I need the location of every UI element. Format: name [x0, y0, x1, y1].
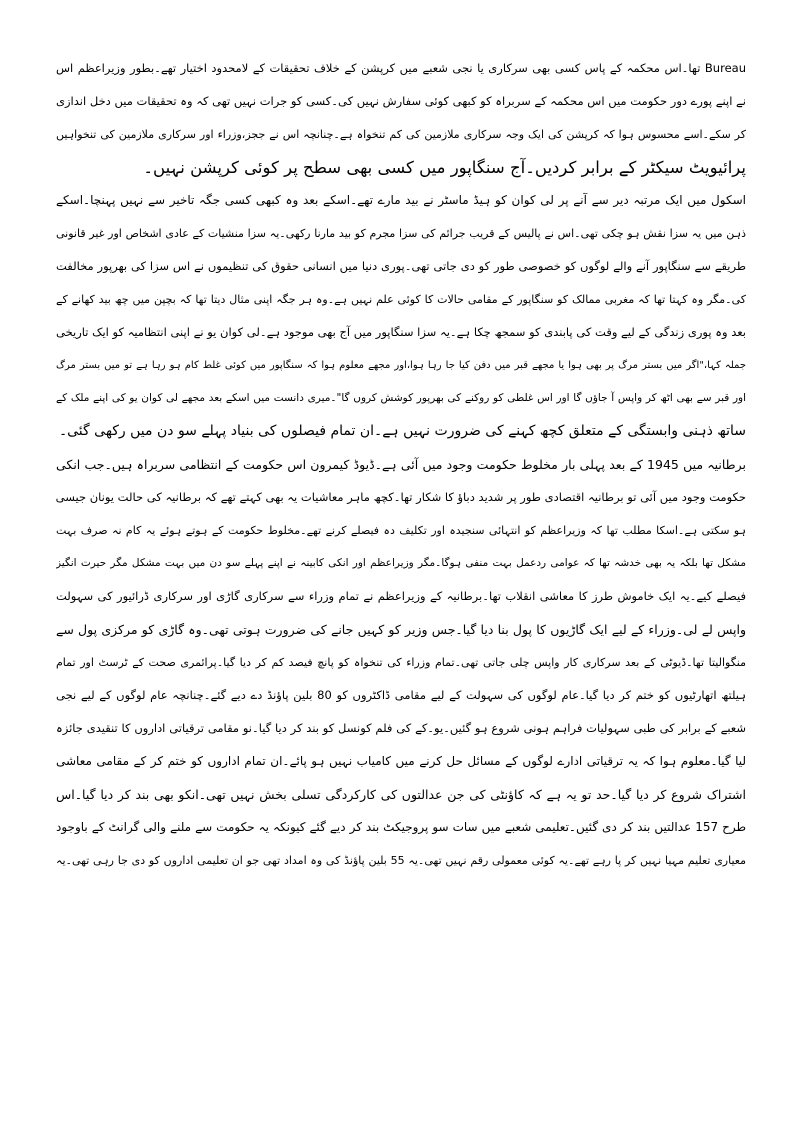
- text-line: بعد وہ پوری زندگی کے لیے وقت کی پابندی کو سمجھ چکا ہے۔یہ سزا سنگاپور میں آج بھی موجود ہے۔لی کوان یو نے اپنی انتظامیہ کو ایک تاریخی: [56, 325, 746, 339]
- document-page: [56, 52, 746, 877]
- text-line: کر سکے۔اسے محسوس ہوا کہ کرپشن کی ایک وجہ سرکاری ملازمین کی کم تنخواہ ہے۔چنانچہ اس نے ججز،وزراء اور سرکاری ملازمین کی تنخواہیں: [56, 128, 746, 141]
- text-line: جملہ کہا،"اگر میں بستر مرگ پر بھی ہوا یا مجھے قبر میں دفن کیا جا رہا ہوا،اور مجھے معلوم ہوا کہ سنگاپور میں کوئی غلط کام ہو رہا ہے تو میں بستر مرگ: [56, 360, 746, 371]
- text-line: معیاری تعلیم مہیا نہیں کر پا رہے تھے۔یہ کوئی معمولی رقم نہیں تھی۔یہ 55 بلین پاؤنڈ کی وہ امداد تھی جو ان تعلیمی اداروں کو دی جا رہی تھی۔یہ: [56, 854, 746, 867]
- text-line: کی۔مگر وہ کہتا تھا کہ مغربی ممالک کو سنگاپور کے مقامی حالات کا کوئی علم نہیں ہے۔وہ ہر جگہ اپنی مثال دیتا تھا کہ بچپن میں چھ بید کھانے کے: [56, 293, 746, 306]
- text-line: نے اپنے پورے دور حکومت میں اس محکمہ کے سربراہ کو کبھی کوئی سفارش نہیں کی۔کسی کو جرات نہیں تھی کہ وہ تحقیقات میں دخل اندازی: [56, 94, 746, 108]
- text-line: ذہن میں یہ سزا نقش ہو چکی تھی۔اس نے پالیس کے قریب جرائم کی سزا مجرم کو بید مارنا رکھی۔یہ سزا منشیات کے عادی اشخاص اور غیر قانونی: [56, 227, 746, 240]
- text-line: ہیلتھ اتھارٹیوں کو ختم کر دیا گیا۔عام لوگوں کی سہولت کے لیے مقامی ڈاکٹروں کو 80 بلین پاؤنڈ دے دیے گئے۔چنانچہ عام لوگوں کے لیے نجی: [56, 688, 746, 702]
- paragraph-bureau: [56, 52, 746, 184]
- text-line: اشتراک شروع کر دیا گیا۔حد تو یہ ہے کہ کاؤنٹی کی جن عدالتوں کی کارکردگی تسلی بخش نہیں تھی۔انکو بھی بند کر دیا گیا۔اس: [56, 787, 746, 802]
- text-line: واپس لے لی۔وزراء کے لیے ایک گاڑیوں کا پول بنا دیا گیا۔جس وزیر کو کہیں جانے کی ضرورت ہوتی تھی۔وہ گاڑی کو مرکزی پول سے: [56, 622, 746, 637]
- text-line: پرائیویٹ سیکٹر کے برابر کردیں۔آج سنگاپور میں کسی بھی سطح پر کوئی کرپشن نہیں۔: [143, 158, 746, 177]
- text-line: برطانیہ میں 1945 کے بعد پہلی بار مخلوط حکومت وجود میں آئی ہے۔ڈیوڈ کیمرون اس حکومت کے انتظامی سربراہ ہیں۔جب انکی: [56, 457, 746, 472]
- text-line: حکومت وجود میں آئی تو برطانیہ اقتصادی طور پر شدید دباؤ کا شکار تھا۔کچھ ماہر معاشیات یہ بھی کہتے تھے کہ برطانیہ کی حالت یونان جیسی: [56, 490, 746, 504]
- text-line: منگوالیتا تھا۔ڈیوٹی کے بعد سرکاری کار واپس چلی جاتی تھی۔تمام وزراء کی تنخواہ کو پانچ فیصد کم کر دیا گیا۔پرائمری صحت کے ٹرسٹ اور تمام: [56, 656, 746, 669]
- text-line: لیا گیا۔معلوم ہوا کہ یہ ترقیاتی ادارے لوگوں کے مسائل حل کرنے میں کامیاب نہیں ہو پائے۔ان تمام اداروں کو ختم کر کے مقامی معاشی: [56, 754, 746, 768]
- text-line: طرح 157 عدالتیں بند کر دی گئیں۔تعلیمی شعبے میں سات سو پروجیکٹ بند کر دیے گئے کیونکہ یہ حکومت سے ملنے والی گرانٹ کے باوجود: [56, 820, 746, 834]
- text-line: اسکول میں ایک مرتبہ دیر سے آنے پر لی کوان کو ہیڈ ماسٹر نے بید مارے تھے۔اسکے بعد وہ کبھی کسی جگہ تاخیر سے نہیں پہنچا۔اسکے: [56, 193, 746, 207]
- text-line: شعبے کے برابر کی طبی سہولیات فراہم ہونی شروع ہو گئیں۔یو۔کے کی فلم کونسل کو بند کر دیا گیا۔نو مقامی ترقیاتی اداروں کا تنقیدی جائزہ: [56, 721, 746, 735]
- text-line: طریقے سے سنگاپور آنے والے لوگوں کو خصوصی طور کو دی جاتی تھی۔پوری دنیا میں انسانی حقوق کی تنظیموں نے اس سزا کی بھرپور مخالفت: [56, 259, 746, 273]
- text-line: فیصلے کیے۔یہ ایک خاموش طرز کا معاشی انقلاب تھا۔برطانیہ کے وزیراعظم نے تمام وزراء سے سرکاری گاڑی اور سرکاری ڈرائیور کی سہولت: [56, 589, 746, 603]
- text-line: Bureau تھا۔اس محکمہ کے پاس کسی بھی سرکاری یا نجی شعبے میں کرپشن کے خلاف تحقیقات کے لامحدود اختیار تھے۔بطور وزیراعظم اس: [56, 61, 746, 75]
- text-line: ساتھ ذہنی وابستگی کے متعلق کچھ کہنے کی ضرورت نہیں ہے۔ان تمام فیصلوں کی بنیاد پہلے سو دن میں رکھی گئی۔: [58, 423, 746, 439]
- text-line: مشکل تھا بلکہ یہ بھی خدشہ تھا کہ عوامی ردعمل بہت منفی ہوگا۔مگر وزیراعظم اور انکی کابینہ نے اپنے پہلے سو دن میں بہت مشکل مگر حیرت انگیز: [56, 557, 746, 569]
- paragraph-school-punishment: [56, 184, 746, 448]
- paragraph-britain: [56, 448, 746, 877]
- text-line: اور قبر سے بھی اٹھ کر واپس آ جاؤں گا اور اس غلطی کو روکنے کی بھرپور کوشش کروں گا"۔میری دانست میں اسکے بعد مجھے لی کوان یو کی اپنے ملک کے: [56, 392, 746, 404]
- text-line: ہو سکتی ہے۔اسکا مطلب تھا کہ وزیراعظم کو انتہائی سنجیدہ اور تکلیف دہ فیصلے کرنے تھے۔مخلوط حکومت کے ہوتے ہوئے یہ کام نہ صرف بہت: [56, 524, 746, 537]
